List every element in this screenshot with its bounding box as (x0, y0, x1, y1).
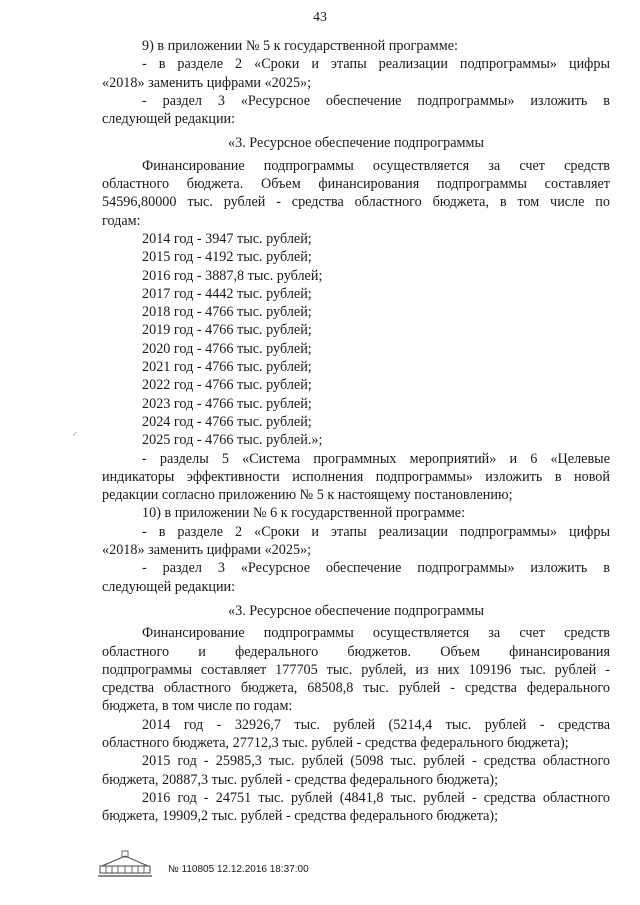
s10-item2-line1: - раздел 3 «Ресурсное обеспечение подпрограммы» изложить в (142, 560, 610, 577)
s10-heading: «3. Ресурсное обеспечение подпрограммы (228, 602, 484, 619)
scan-mark: ⸝ (72, 426, 78, 438)
footer (96, 850, 309, 878)
s9-financing-line3: 54596,80000 тыс. рублей - средства областного бюджета, в том числе по (102, 194, 610, 211)
year-item: 2019 год - 4766 тыс. рублей; (142, 322, 312, 339)
year-item: 2017 год - 4442 тыс. рублей; (142, 285, 312, 302)
s10-2016-line2: бюджета, 19909,2 тыс. рублей - средства федерального бюджета); (102, 808, 499, 825)
building-stamp-icon (96, 850, 154, 878)
year-item: 2015 год - 4192 тыс. рублей; (142, 249, 312, 266)
s10-2014-line2: областного бюджета, 27712,3 тыс. рублей - средства федерального бюджета); (102, 734, 569, 751)
year-item: 2016 год - 3887,8 тыс. рублей; (142, 267, 323, 284)
year-item: 2024 год - 4766 тыс. рублей; (142, 413, 312, 430)
s10-2015-line1: 2015 год - 25985,3 тыс. рублей (5098 тыс. рублей - средства областного (142, 753, 610, 770)
section-9-title: 9) в приложении № 5 к государственной программе: (142, 38, 458, 54)
s9-heading: «3. Ресурсное обеспечение подпрограммы (228, 135, 484, 152)
s10-item1-line1: - в разделе 2 «Сроки и этапы реализации подпрограммы» цифры (142, 523, 610, 540)
year-item: 2021 год - 4766 тыс. рублей; (142, 359, 312, 376)
year-item: 2022 год - 4766 тыс. рублей; (142, 377, 312, 394)
s10-financing-line1: Финансирование подпрограммы осуществляется за счет средств (142, 625, 610, 642)
document-registration-info: № 110805 12.12.2016 18:37:00 (168, 864, 309, 875)
year-item: 2018 год - 4766 тыс. рублей; (142, 304, 312, 321)
year-item: 2020 год - 4766 тыс. рублей; (142, 340, 312, 357)
s10-financing-line3: подпрограммы составляет 177705 тыс. рублей, из них 109196 тыс. рублей - (102, 661, 610, 678)
s10-2016-line1: 2016 год - 24751 тыс. рублей (4841,8 тыс. рублей - средства областного (142, 789, 610, 806)
s10-financing-line4: средства областного бюджета, 68508,8 тыс. рублей - средства федерального (102, 680, 610, 697)
s10-item1-line2: «2018» заменить цифрами «2025»; (102, 542, 312, 559)
s9-sections-line2: индикаторы эффективности исполнения подпрограммы» изложить в новой (102, 468, 610, 485)
s9-year-list (102, 230, 610, 450)
s10-2014-line1: 2014 год - 32926,7 тыс. рублей (5214,4 тыс. рублей - средства (142, 716, 610, 733)
section-10-title: 10) в приложении № 6 к государственной программе: (142, 505, 466, 522)
page-number: 43 (313, 10, 327, 25)
document-body (102, 37, 610, 825)
s10-financing-line5: бюджета, в том числе по годам: (102, 698, 293, 715)
s9-financing-line2: областного бюджета. Объем финансирования подпрограммы составляет (102, 176, 610, 193)
year-item: 2025 год - 4766 тыс. рублей.»; (142, 432, 323, 449)
s10-item2-line2: следующей редакции: (102, 578, 236, 595)
s9-item1-line2: «2018» заменить цифрами «2025»; (102, 74, 312, 91)
year-item: 2014 год - 3947 тыс. рублей; (142, 230, 312, 247)
s9-item2-line1: - раздел 3 «Ресурсное обеспечение подпрограммы» изложить в (142, 92, 610, 109)
s9-financing-line4: годам: (102, 212, 141, 229)
s10-financing-line2: областного и федерального бюджетов. Объем финансирования (102, 643, 610, 660)
s9-item1-line1: - в разделе 2 «Сроки и этапы реализации подпрограммы» цифры (142, 56, 610, 73)
s9-sections-line1: - разделы 5 «Система программных мероприятий» и 6 «Целевые (142, 450, 610, 467)
s9-item2-line2: следующей редакции: (102, 111, 236, 128)
year-item: 2023 год - 4766 тыс. рублей; (142, 395, 312, 412)
s9-sections-line3: редакции согласно приложению № 5 к настоящему постановлению; (102, 487, 513, 504)
s10-2015-line2: бюджета, 20887,3 тыс. рублей - средства федерального бюджета); (102, 771, 499, 788)
s9-financing-line1: Финансирование подпрограммы осуществляется за счет средств (142, 157, 610, 174)
